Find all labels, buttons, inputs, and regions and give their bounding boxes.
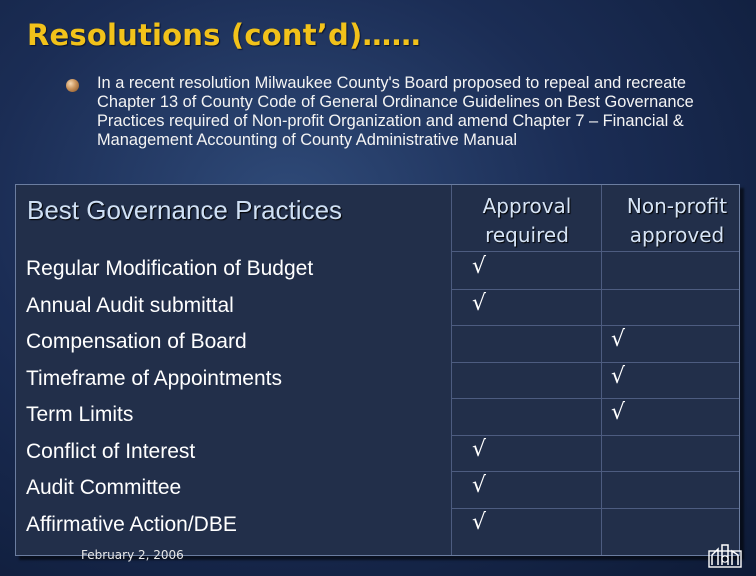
footer-date: February 2, 2006 — [81, 548, 184, 562]
header-best-governance-practices: Best Governance Practices — [27, 195, 343, 225]
approval-checkmark: √ — [472, 254, 487, 279]
practice-label: Conflict of Interest — [26, 439, 196, 463]
table-row — [16, 508, 739, 544]
nonprofit-checkmark: √ — [611, 400, 626, 425]
practice-label: Audit Committee — [26, 476, 182, 499]
practice-label: Timeframe of Appointments — [26, 366, 282, 390]
approval-checkmark: √ — [472, 436, 487, 462]
bullet-sphere-icon — [66, 79, 79, 92]
approval-checkmark: √ — [472, 290, 487, 316]
header-nonprofit-approved: Non-profit approved — [626, 194, 728, 247]
table-row — [16, 398, 739, 434]
approval-checkmark: √ — [472, 473, 487, 498]
practice-label: Regular Modification of Budget — [26, 257, 314, 280]
county-seal-icon — [706, 539, 744, 569]
table-row — [16, 289, 739, 325]
header-approval-required: Approval required — [482, 194, 572, 247]
row-divider — [451, 508, 739, 509]
slide-title: Resolutions (cont’d)…… — [27, 18, 421, 52]
table-row — [16, 325, 739, 361]
practice-label: Annual Audit submittal — [26, 293, 234, 317]
row-divider — [451, 289, 739, 290]
row-divider — [451, 471, 739, 472]
table-row — [16, 435, 739, 471]
practice-label: Term Limits — [26, 403, 134, 426]
table-row — [16, 362, 739, 398]
nonprofit-checkmark: √ — [611, 363, 626, 389]
row-divider — [451, 362, 739, 363]
practice-label: Compensation of Board — [26, 330, 247, 353]
row-divider — [451, 325, 739, 326]
row-divider — [451, 435, 739, 436]
practice-label: Affirmative Action/DBE — [26, 512, 237, 536]
bullet-text: In a recent resolution Milwaukee County's Board proposed to repeal and recreate Chapter 13 of County Code of General Ordinance Guidelines on Best Governance Practices required of Non-profit Organization and amend Chapter 7 – Financial & Management Accounting of County Administrative Manual — [97, 74, 694, 149]
approval-checkmark: √ — [472, 509, 487, 535]
nonprofit-checkmark: √ — [611, 327, 626, 352]
row-divider — [451, 398, 739, 399]
table-row — [16, 252, 739, 288]
governance-table — [15, 184, 740, 556]
table-row — [16, 471, 739, 507]
